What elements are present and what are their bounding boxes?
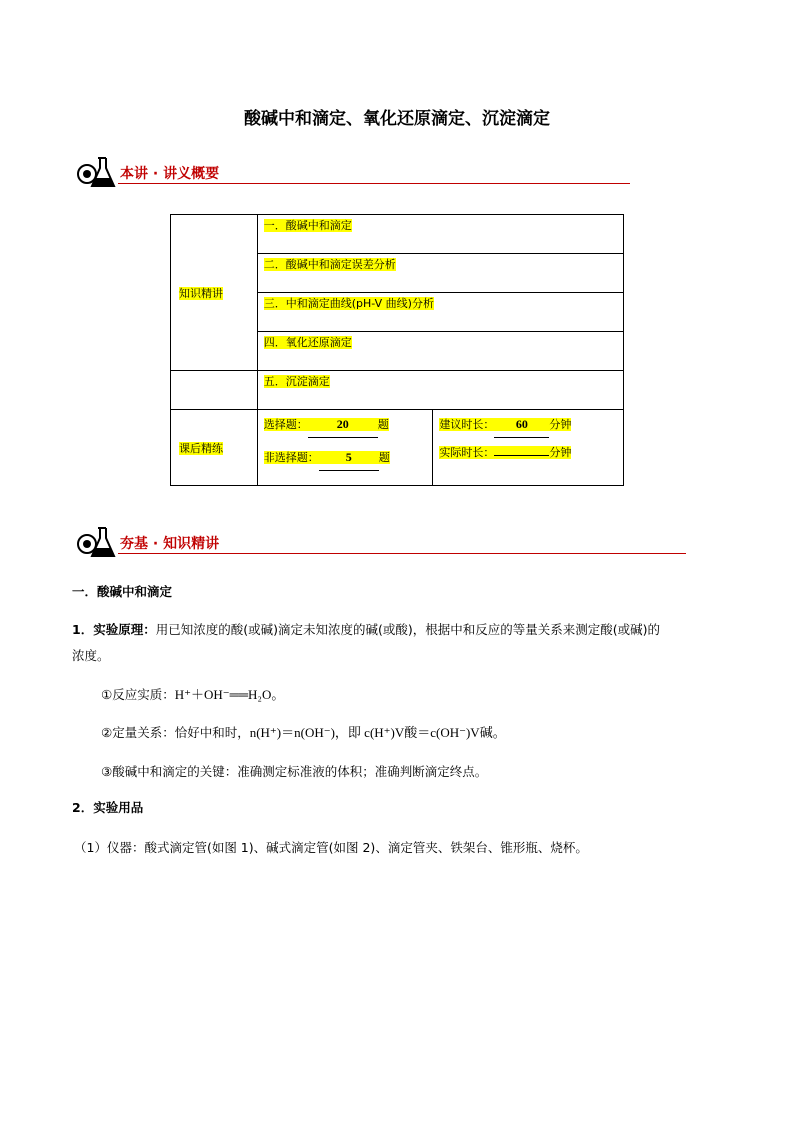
suggest-time-row: 建议时长： 60 分钟 xyxy=(433,412,623,437)
time-cell xyxy=(433,410,624,486)
flask-icon xyxy=(76,522,116,562)
section-title: 夯基 · 知识精讲 xyxy=(120,536,220,552)
suggest-time-value: 60 xyxy=(494,412,549,438)
paragraph-instruments: （1）仪器：酸式滴定管(如图 1)、碱式滴定管(如图 2)、滴定管夹、铁架台、锥形瓶、烧杯。 xyxy=(74,840,588,855)
overview-table xyxy=(170,214,624,486)
section-underline xyxy=(118,183,630,184)
knowledge-label-cell xyxy=(171,215,258,371)
actual-time-value xyxy=(494,455,549,456)
knowledge-item: 一．酸碱中和滴定 xyxy=(257,215,623,254)
empty-cell xyxy=(171,371,258,410)
paragraph-principle-line2: 浓度。 xyxy=(72,648,110,663)
knowledge-item: 四．氧化还原滴定 xyxy=(257,332,623,371)
quantitative-formula: n(H⁺)＝n(OH⁻)，即 c(H⁺)V酸＝c(OH⁻)V碱。 xyxy=(249,725,506,740)
list-item-quantitative-relation: ②定量关系：恰好中和时，n(H⁺)＝n(OH⁻)，即 c(H⁺)V酸＝c(OH⁻)V碱。 xyxy=(101,725,506,740)
choice-count: 20 xyxy=(308,412,378,438)
heading-acid-base-titration: 一．酸碱中和滴定 xyxy=(72,584,173,599)
section-header-knowledge xyxy=(76,522,696,562)
flask-icon xyxy=(76,152,116,192)
section-title: 本讲 · 讲义概要 xyxy=(120,166,220,182)
question-count-cell xyxy=(257,410,433,486)
reaction-formula: H⁺＋OH⁻══H₂O。 xyxy=(174,687,285,702)
homework-label: 课后精练 xyxy=(179,441,223,455)
nonchoice-row: 非选择题： 5 题 xyxy=(258,445,433,470)
choice-row: 选择题： 20 题 xyxy=(258,412,433,437)
list-item-reaction-essence: ①反应实质：H⁺＋OH⁻══H₂O。 xyxy=(101,687,285,702)
section-underline xyxy=(118,553,686,554)
homework-label-cell xyxy=(171,410,258,486)
actual-time-row: 实际时长： 分钟 xyxy=(439,446,572,459)
nonchoice-count: 5 xyxy=(319,445,379,471)
list-item-key-points: ③酸碱中和滴定的关键：准确测定标准液的体积；准确判断滴定终点。 xyxy=(101,764,488,779)
section-header-overview xyxy=(76,152,636,192)
knowledge-label: 知识精讲 xyxy=(179,286,223,300)
knowledge-item: 二．酸碱中和滴定误差分析 xyxy=(257,254,623,293)
heading-experiment-materials: 2．实验用品 xyxy=(72,800,144,815)
document-title: 酸碱中和滴定、氧化还原滴定、沉淀滴定 xyxy=(244,109,550,129)
knowledge-item: 三．中和滴定曲线(pH-V 曲线)分析 xyxy=(257,293,623,332)
knowledge-item: 五．沉淀滴定 xyxy=(257,371,623,410)
paragraph-principle-line1: 1．实验原理：用已知浓度的酸(或碱)滴定未知浓度的碱(或酸)，根据中和反应的等量关系来测定酸(或碱)的 xyxy=(72,622,660,637)
